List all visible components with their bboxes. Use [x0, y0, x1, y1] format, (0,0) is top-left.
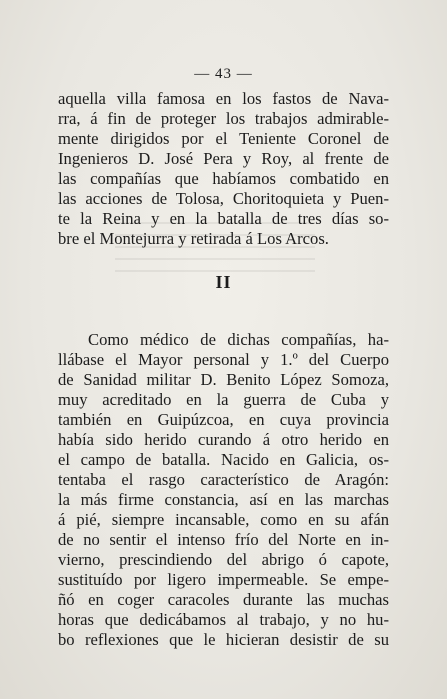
paragraph-line: llábase el Mayor personal y 1.º del Cuerpo [58, 350, 389, 369]
paragraph-line: Ingenieros D. José Pera y Roy, al frente de [58, 149, 389, 168]
paragraph-line: de Sanidad militar D. Benito López Somoza, [58, 370, 389, 389]
paragraph-line: bre el Montejurra y retirada á Los Arcos. [58, 229, 329, 248]
paragraph-line: había sido herido curando á otro herido en [58, 430, 389, 449]
paragraph-line: horas que dedicábamos al trabajo, y no hu- [58, 610, 389, 629]
show-through-ink [115, 222, 315, 272]
paragraph-line: á pié, siempre incansable, como en su afán [58, 510, 389, 529]
paragraph-line: tentaba el rasgo característico de Aragón: [58, 470, 389, 489]
paragraph-line: te la Reina y en la batalla de tres días so- [58, 209, 389, 228]
paragraph-line: rra, á fin de proteger los trabajos admirable- [58, 109, 389, 128]
section-heading: II [215, 272, 232, 292]
paragraph-line: de no sentir el intenso frío del Norte en in- [58, 530, 389, 549]
paragraph-line: el campo de batalla. Nacido en Galicia, os- [58, 450, 389, 469]
paragraph-line: mente dirigidos por el Teniente Coronel de [58, 129, 389, 148]
paragraph-line: muy acreditado en la guerra de Cuba y [58, 390, 389, 409]
page-number: — 43 — [194, 66, 253, 82]
paragraph-line: aquella villa famosa en los fastos de Nava- [58, 89, 389, 108]
paragraph-line: las compañías que habíamos combatido en [58, 169, 389, 188]
paragraph-line: la más firme constancia, así en las marchas [58, 490, 389, 509]
paragraph-line: bo reflexiones que le hicieran desistir de su [58, 630, 389, 649]
paragraph-line: vierno, prescindiendo del abrigo ó capote, [58, 550, 389, 569]
paragraph-line: también en Guipúzcoa, en cuya provincia [58, 410, 389, 429]
paragraph-line: sustituído por ligero impermeable. Se empe- [58, 570, 389, 589]
paragraph-line: las acciones de Tolosa, Choritoquieta y Puen- [58, 189, 389, 208]
paragraph-line: ñó en coger caracoles durante las muchas [58, 590, 389, 609]
paragraph-line: Como médico de dichas compañías, ha- [88, 330, 389, 349]
